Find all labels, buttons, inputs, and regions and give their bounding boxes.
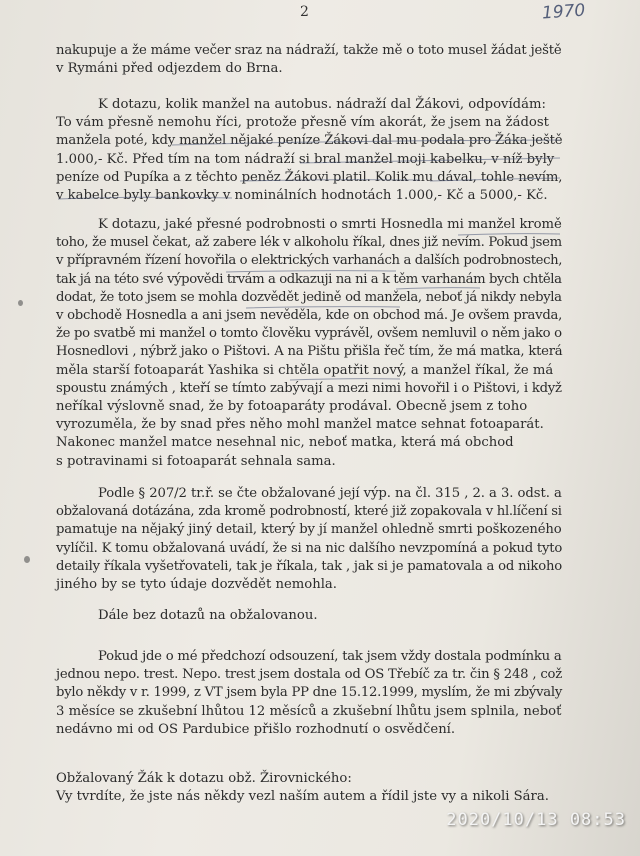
- text-line: Obžalovaný Žák k dotazu obž. Žirovnického:: [56, 771, 352, 786]
- text-line: tak já na této své výpovědi trvám a odkazuji na ni a k těm varhanám bych chtěla: [56, 271, 562, 287]
- text-line: jiného by se tyto údaje dozvědět nemohla.: [56, 577, 337, 593]
- text-line: To vám přesně nemohu říci, protože přesně vím akorát, že jsem na žádost: [56, 115, 549, 131]
- text-line: neříkal výslovně snad, že by fotoaparáty prodával. Obecně jsem z toho: [56, 399, 528, 415]
- text-line: 1.000,- Kč. Před tím na tom nádraží si bral manžel moji kabelku, v níž byly: [56, 151, 555, 167]
- text-line: K dotazu, jaké přesné podrobnosti o smrti Hosnedla mi manžel kromě: [98, 217, 562, 232]
- text-line: nedávno mi od OS Pardubice přišlo rozhodnutí o osvědčení.: [56, 721, 456, 737]
- punch-hole-mark: [18, 300, 23, 306]
- text-line: 3 měsíce se zkušební lhůtou 12 měsíců a zkušební lhůtu jsem splnila, neboť: [56, 703, 562, 719]
- text-line: peníze od Pupíka a z těchto peněz Žákovi platil. Kolik mu dával, tohle nevím,: [56, 169, 563, 185]
- text-line: toho, že musel čekat, až zabere lék v alkoholu říkal, dnes již nevím. Pokud jsem: [56, 235, 562, 251]
- handwritten-note: 1970: [541, 0, 586, 24]
- text-line: bylo někdy v r. 1999, z VT jsem byla PP dne 15.12.1999, myslím, že mi zbývaly: [56, 685, 563, 701]
- text-line: vylíčil. K tomu obžalovaná uvádí, že si na nic dalšího nevzpomíná a pokud tyto: [56, 540, 563, 556]
- text-line: Pokud jde o mé předchozí odsouzení, tak jsem vždy dostala podmínku a: [98, 649, 562, 664]
- paragraph-4: [56, 485, 562, 594]
- paragraph-7: [56, 770, 562, 806]
- paragraph-6: [56, 648, 562, 739]
- page-number: 2: [300, 4, 309, 20]
- text-line: měla starší fotoaparát Yashika si chtěla opatřit nový, a manžel říkal, že má: [56, 362, 554, 378]
- text-line: v kabelce byly bankovky v nominálních hodnotách 1.000,- Kč a 5000,- Kč.: [56, 188, 548, 204]
- text-line: nakupuje a že máme večer sraz na nádraží, takže mě o toto musel žádat ještě: [56, 43, 562, 58]
- paragraph-5: [56, 607, 562, 625]
- text-line: detaily říkala vyšetřovateli, tak je říkala, tak , jak si je pamatovala a od nikoho: [56, 558, 562, 574]
- text-line: s potravinami si fotoaparát sehnala sama.: [56, 453, 336, 469]
- text-line: Hosnedlovi , nýbrž jako o Pištovi. A na Pištu přišla řeč tím, že má matka, která: [56, 344, 563, 360]
- text-line: Podle § 207/2 tr.ř. se čte obžalované její výp. na čl. 315 , 2. a 3. odst. a: [98, 486, 562, 501]
- text-line: Vy tvrdíte, že jste nás někdy vezl naším autem a řídil jste vy a nikoli Sára.: [56, 789, 549, 805]
- paragraph-2: [56, 96, 562, 205]
- text-line: že po svatbě mi manžel o tomto člověku vyprávěl, ovšem nemluvil o něm jako o: [56, 326, 562, 342]
- text-line: K dotazu, kolik manžel na autobus. nádraží dal Žákovi, odpovídám:: [98, 97, 546, 112]
- punch-hole-mark: [24, 556, 30, 563]
- text-line: vyrozuměla, že by snad přes něho mohl manžel matce sehnat fotoaparát.: [56, 417, 544, 433]
- text-line: manžela poté, kdy manžel nějaké peníze Žákovi dal mu podala pro Žáka ještě: [56, 133, 563, 149]
- text-line: obžalovaná dotázána, zda kromě podrobností, které již zopakovala v hl.líčení si: [56, 504, 562, 520]
- paragraph-1: [56, 42, 562, 78]
- photo-timestamp: 2020/10/13 08:53: [446, 810, 626, 830]
- text-line: v obchodě Hosnedla a ani jsem nevěděla, kde on obchod má. Je ovšem pravda,: [56, 308, 563, 324]
- text-line: v přípravném řízení hovořila o elektrických varhanách a dalších podrobnostech,: [56, 253, 563, 269]
- text-line: jednou nepo. trest. Nepo. trest jsem dostala od OS Třebíč za tr. čin § 248 , což: [56, 667, 563, 683]
- text-line: v Rymáni před odjezdem do Brna.: [56, 61, 283, 77]
- text-line: Dále bez dotazů na obžalovanou.: [98, 608, 318, 623]
- text-line: pamatuje na nějaký jiný detail, který by jí manžel ohledně smrti poškozeného: [56, 522, 562, 538]
- text-line: Nakonec manžel matce nesehnal nic, neboť matka, která má obchod: [56, 435, 514, 451]
- paragraph-3: [56, 216, 562, 471]
- text-line: dodat, že toto jsem se mohla dozvědět jedině od manžela, neboť já nikdy nebyla: [56, 289, 562, 305]
- text-line: spoustu známých , kteří se tímto zabývají a mezi nimi hovořil i o Pištovi, i když: [56, 380, 562, 396]
